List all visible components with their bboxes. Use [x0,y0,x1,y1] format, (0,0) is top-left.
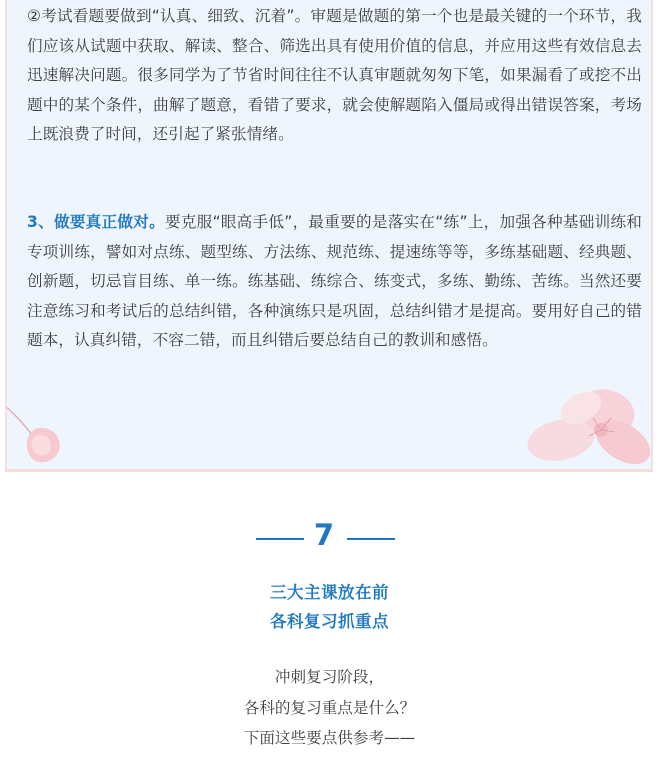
section-number: 7 [313,518,335,552]
point-3-body: 要克服“眼高手低”，最重要的是落实在“练”上，加强各种基础训练和专项训练，譬如对点练、题型练、方法练、规范练、提速练等等，多练基础题、经典题、创新题，切忌盲目练、单一练。练基础、练综合、练变式，多练、勤练、苦练。当然还要注意练习和考试后的总结纠错，各种演练只是巩固，总结纠错才是提高。要用好自己的错题本，认真纠错，不容二错，而且纠错后要总结自己的教训和感悟。 [27,213,642,350]
intro-line-1: 冲刺复习阶段， [274,668,385,686]
tip-card [5,0,653,472]
cherry-blossom-flower-icon [519,378,653,472]
exam-reading-paragraph: ②考试看题要做到“认真、细致、沉着”。审题是做题的第一个也是最关键的一个环节，我们应该从试题中获取、解读、整合、筛选出具有使用价值的信息，并应用这些有效信息去迅速解决问题。很多同学为了节省时间往往不认真审题就匆匆下笔，如果漏看了或挖不出题中的某个条件，曲解了题意，看错了要求，就会使解题陷入僵局或得出错误答案，考场上既浪费了时间，还引起了紧张情绪。 [27,7,642,144]
cherry-blossom-bud-icon [5,402,73,472]
point-3-paragraph [27,208,642,356]
point-3-heading: 3、做要真正做对。 [27,213,165,231]
divider-line-right [347,538,395,540]
section-title-line-1: 三大主课放在前 [270,583,389,602]
section-title-line-2: 各科复习抓重点 [270,612,389,631]
divider-line-left [256,538,304,540]
intro-line-2: 各科的复习重点是什么？ [243,699,416,717]
intro-line-3: 下面这些要点供参考—— [243,729,416,747]
section-number-header [0,516,659,560]
